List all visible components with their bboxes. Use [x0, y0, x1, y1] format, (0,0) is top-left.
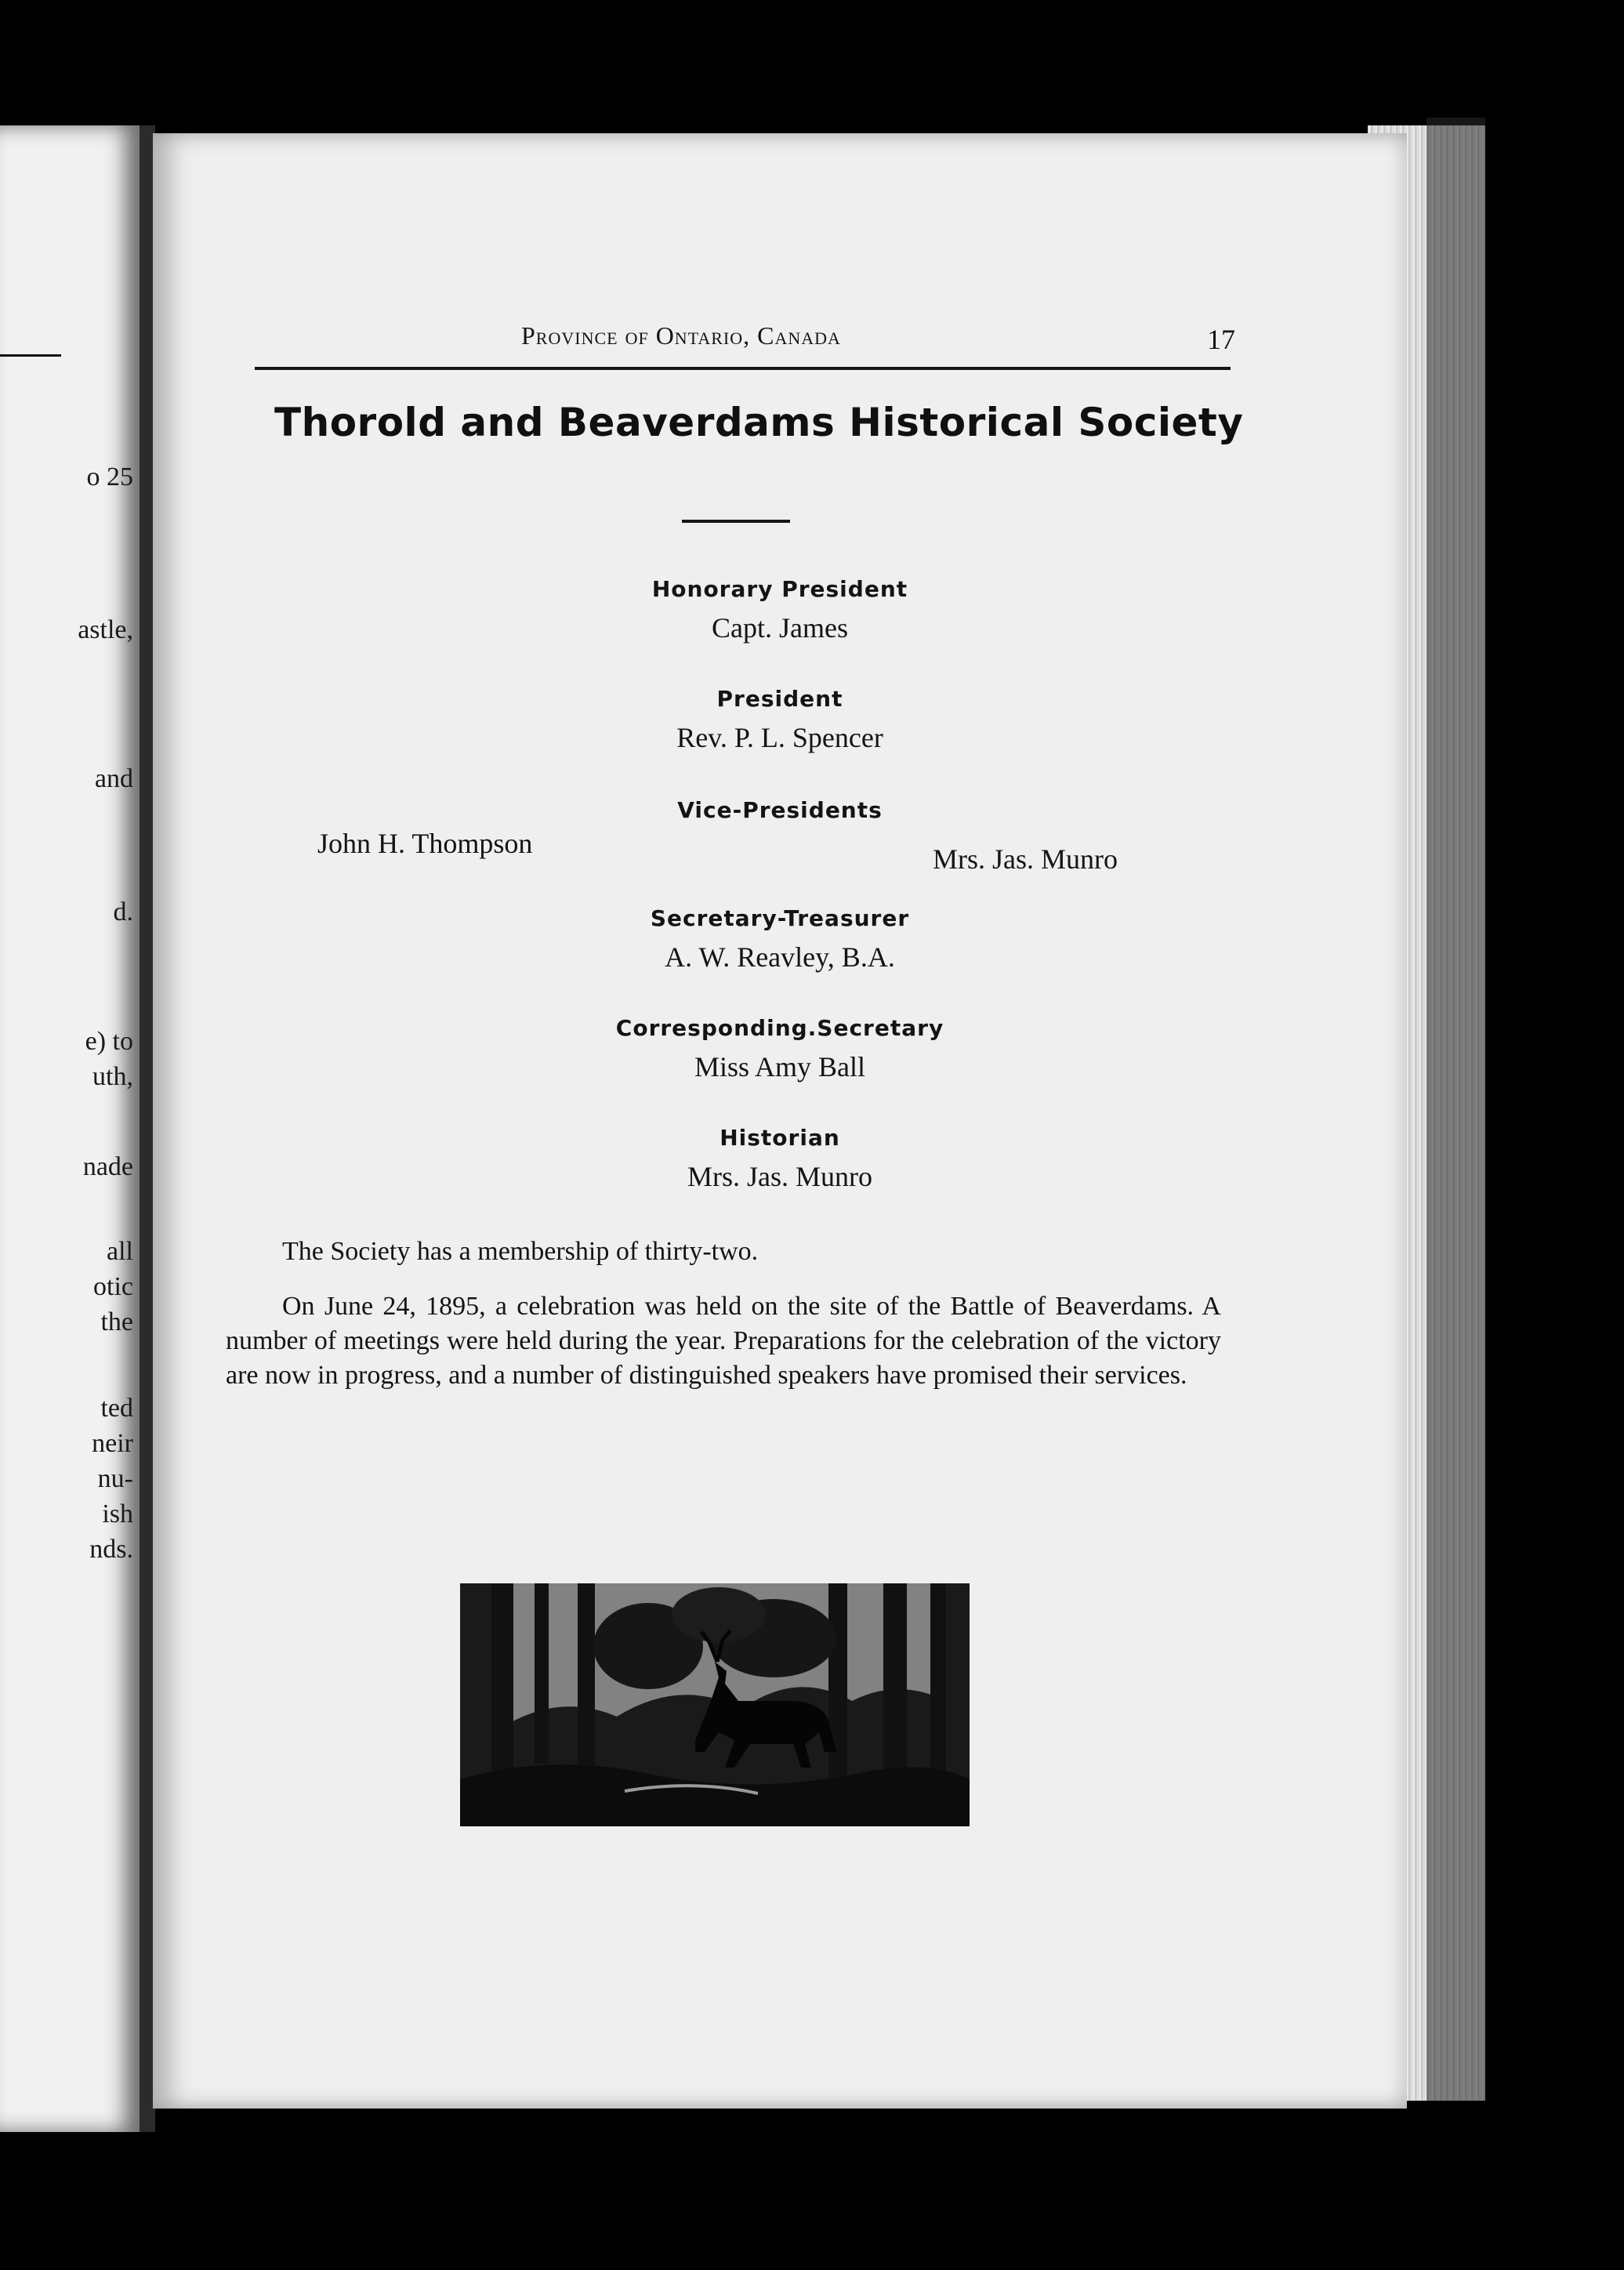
left-page-fragment: e) to	[85, 1027, 133, 1056]
title-rule	[682, 520, 790, 523]
name-vice-president-2: Mrs. Jas. Munro	[933, 843, 1118, 875]
book-cover-edge	[1426, 118, 1485, 2101]
office-president: President	[716, 686, 843, 712]
book-page	[153, 133, 1407, 2109]
left-page-fragment: ted	[100, 1394, 133, 1423]
left-page-fragment: astle,	[78, 615, 133, 644]
name-vice-president-1: John H. Thompson	[317, 828, 533, 859]
left-page-fragment: nu-	[97, 1464, 133, 1493]
page-title: Thorold and Beaverdams Historical Society	[274, 400, 1244, 445]
left-page-fragment: and	[94, 764, 133, 793]
office-vice-presidents: Vice-Presidents	[677, 797, 883, 823]
running-head: Province of Ontario, Canada	[521, 321, 841, 350]
name-corresponding-secretary: Miss Amy Ball	[694, 1051, 866, 1082]
left-page-fragment: ish	[102, 1499, 133, 1528]
left-page-fragment: all	[107, 1237, 133, 1266]
page-number: 17	[1207, 324, 1235, 355]
left-page-fragment: neir	[92, 1429, 133, 1458]
office-corresponding-secretary: Corresponding.Secretary	[615, 1015, 944, 1041]
name-historian: Mrs. Jas. Munro	[687, 1161, 872, 1192]
left-page-fragment: the	[100, 1307, 133, 1336]
deer-woodcut-illustration	[460, 1583, 970, 1826]
left-page-fragment: d.	[113, 897, 133, 926]
name-secretary-treasurer: A. W. Reavley, B.A.	[665, 941, 895, 973]
left-page-fragment: nade	[82, 1152, 133, 1181]
name-president: Rev. P. L. Spencer	[676, 722, 883, 753]
name-honorary-president: Capt. James	[712, 612, 848, 644]
body-paragraph-1: The Society has a membership of thirty-two.	[282, 1237, 759, 1266]
left-page-rule	[0, 354, 61, 357]
office-honorary-president: Honorary President	[651, 576, 908, 602]
left-page-fragment: nds.	[89, 1535, 133, 1564]
office-secretary-treasurer: Secretary-Treasurer	[650, 905, 910, 931]
office-historian: Historian	[720, 1125, 840, 1151]
body-paragraph-2: On June 24, 1895, a celebration was held on the site of the Battle of Beaverdams. A number of meetings were held during the year. Preparations for the celebration of the victory are now in progress, and a number of distinguished speakers have promised their services.	[226, 1292, 1221, 1390]
left-page-fragment: uth,	[92, 1062, 133, 1091]
left-page-fragment: otic	[93, 1272, 133, 1301]
header-rule	[255, 367, 1231, 370]
left-page-fragment: o 25	[86, 462, 133, 491]
left-facing-page	[0, 125, 140, 2132]
